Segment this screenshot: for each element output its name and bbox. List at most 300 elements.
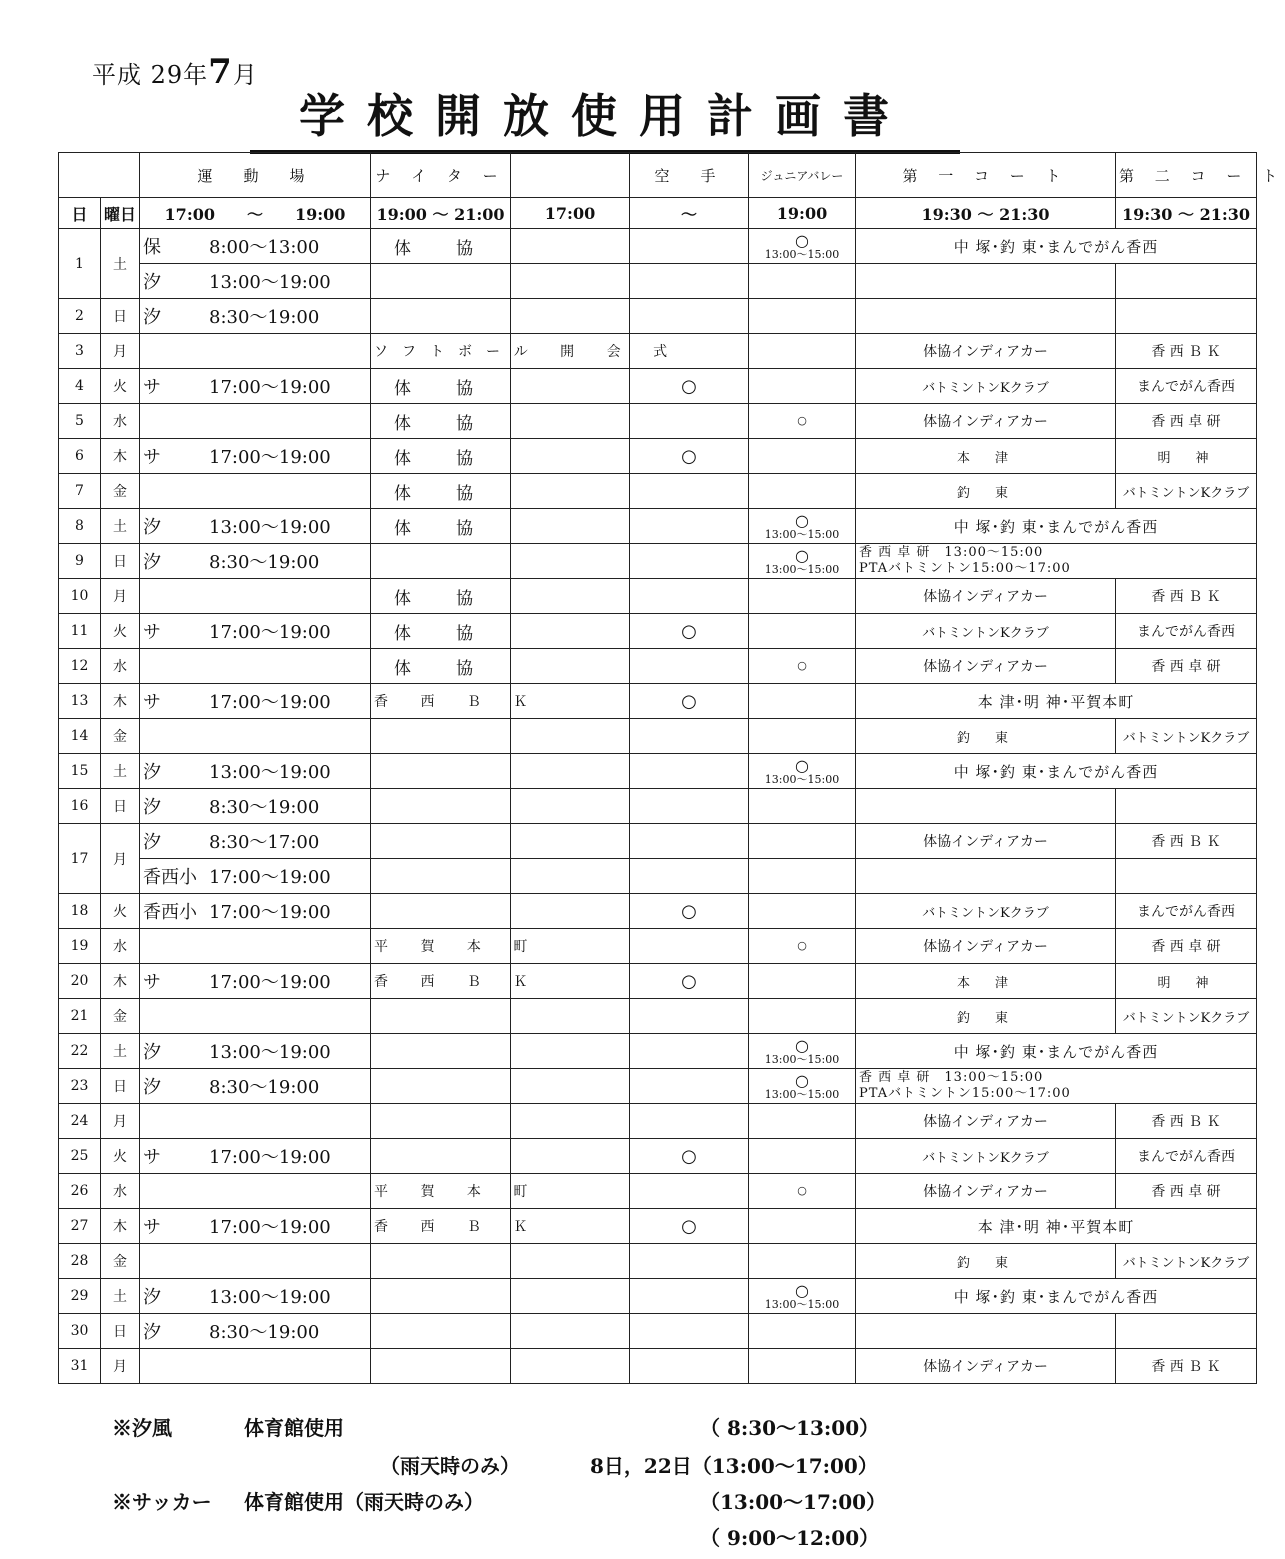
day-cell: 31 bbox=[59, 1349, 101, 1384]
court2-cell: バトミントンKクラブ bbox=[1116, 1244, 1257, 1279]
day-cell: 29 bbox=[59, 1279, 101, 1314]
note-rain-only: （雨天時のみ） bbox=[380, 1454, 520, 1478]
ground-time: 13:00〜19:00 bbox=[209, 272, 331, 293]
blank-cell bbox=[511, 229, 630, 264]
blank-cell bbox=[511, 824, 630, 859]
day-cell: 30 bbox=[59, 1314, 101, 1349]
weekday-cell: 水 bbox=[101, 929, 140, 964]
karate-cell bbox=[630, 299, 749, 334]
day-cell: 2 bbox=[59, 299, 101, 334]
court1-cell: 釣 東 bbox=[856, 474, 1116, 509]
nighter-cell bbox=[371, 1104, 511, 1139]
ground-cell bbox=[140, 684, 371, 719]
weekday-cell: 土 bbox=[101, 1279, 140, 1314]
ground-user: サ bbox=[143, 972, 161, 993]
blank-cell bbox=[511, 1244, 630, 1279]
blank-cell bbox=[511, 894, 630, 929]
table-row bbox=[59, 1279, 1257, 1314]
ground-cell bbox=[140, 1314, 371, 1349]
court2-cell: 香 西 Ｂ Ｋ bbox=[1116, 579, 1257, 614]
blank-cell bbox=[511, 474, 630, 509]
junior-volley-mark: ○ bbox=[795, 545, 809, 565]
ground-time: 17:00〜19:00 bbox=[209, 447, 331, 468]
nighter-cell bbox=[371, 1034, 511, 1069]
court1-cell bbox=[856, 264, 1116, 299]
day-cell: 26 bbox=[59, 1174, 101, 1209]
ground-cell bbox=[140, 1174, 371, 1209]
header-junior-volley: ジュニアバレー bbox=[749, 153, 856, 198]
header-blank-2 bbox=[511, 153, 630, 198]
karate-cell bbox=[630, 1034, 749, 1069]
court1-cell: 体協インディアカー bbox=[856, 649, 1116, 684]
table-row bbox=[59, 754, 1257, 789]
ground-cell bbox=[140, 999, 371, 1034]
table-row bbox=[59, 1209, 1257, 1244]
table-row bbox=[59, 719, 1257, 754]
karate-cell: ○ bbox=[630, 439, 749, 474]
table-row bbox=[59, 1139, 1257, 1174]
junior-volley-cell bbox=[749, 474, 856, 509]
ground-user: サ bbox=[143, 622, 161, 643]
court1-cell: バトミントンKクラブ bbox=[856, 369, 1116, 404]
court1-cell: バトミントンKクラブ bbox=[856, 614, 1116, 649]
ground-time: 8:30〜19:00 bbox=[209, 552, 320, 573]
weekday-cell: 水 bbox=[101, 1174, 140, 1209]
day-cell: 5 bbox=[59, 404, 101, 439]
nighter-cell: 香 西 Ｂ Ｋ bbox=[371, 964, 511, 999]
note-soccer-gym: 体育館使用（雨天時のみ） bbox=[244, 1490, 484, 1514]
courts-shared-cell: 本 津･明 神･平賀本町 bbox=[856, 1209, 1257, 1244]
ground-cell bbox=[140, 299, 371, 334]
blank-cell bbox=[511, 649, 630, 684]
nighter-cell: 平 賀 本 町 bbox=[371, 929, 511, 964]
junior-volley-cell bbox=[749, 1139, 856, 1174]
junior-volley-cell bbox=[749, 719, 856, 754]
junior-volley-cell bbox=[749, 439, 856, 474]
blank-cell bbox=[511, 719, 630, 754]
court2-cell: 香 西 Ｂ Ｋ bbox=[1116, 1349, 1257, 1384]
ground-cell bbox=[140, 1034, 371, 1069]
court1-cell: 体協インディアカー bbox=[856, 579, 1116, 614]
nighter-cell: 平 賀 本 町 bbox=[371, 1174, 511, 1209]
note-soccer-time: （13:00〜17:00） bbox=[700, 1490, 887, 1514]
blank-cell bbox=[511, 1279, 630, 1314]
ground-cell bbox=[140, 964, 371, 999]
day-cell: 9 bbox=[59, 544, 101, 579]
junior-volley-cell: ○ bbox=[749, 649, 856, 684]
karate-cell: ○ bbox=[630, 1139, 749, 1174]
court2-cell bbox=[1116, 264, 1257, 299]
court2-cell: 香 西 Ｂ Ｋ bbox=[1116, 824, 1257, 859]
ground-cell bbox=[140, 789, 371, 824]
table-row bbox=[59, 1244, 1257, 1279]
day-cell: 24 bbox=[59, 1104, 101, 1139]
weekday-cell: 日 bbox=[101, 1314, 140, 1349]
junior-volley-mark: ○ bbox=[795, 755, 809, 775]
ground-cell bbox=[140, 264, 371, 299]
header-court2: 第 二 コ ー ト bbox=[1116, 153, 1257, 198]
court2-cell: バトミントンKクラブ bbox=[1116, 474, 1257, 509]
junior-volley-cell bbox=[749, 859, 856, 894]
table-row bbox=[59, 824, 1257, 859]
court1-cell bbox=[856, 789, 1116, 824]
ground-cell bbox=[140, 1279, 371, 1314]
header-nighter: ナ イ タ ー bbox=[371, 153, 511, 198]
karate-cell bbox=[630, 1174, 749, 1209]
ground-cell bbox=[140, 1244, 371, 1279]
karate-cell bbox=[630, 1279, 749, 1314]
court1-cell: 釣 東 bbox=[856, 1244, 1116, 1279]
karate-cell: ○ bbox=[630, 964, 749, 999]
blank-cell bbox=[511, 299, 630, 334]
courts-shared-cell: 中 塚･釣 東･まんでがん香西 bbox=[856, 509, 1257, 544]
ground-user: 汐 bbox=[143, 1287, 161, 1308]
junior-volley-time: 13:00〜15:00 bbox=[764, 1297, 840, 1311]
court2-cell: まんでがん香西 bbox=[1116, 1139, 1257, 1174]
nighter-cell: 香 西 Ｂ Ｋ bbox=[371, 1209, 511, 1244]
courts-shared-cell: 中 塚･釣 東･まんでがん香西 bbox=[856, 1034, 1257, 1069]
ground-user: 保 bbox=[143, 237, 161, 258]
court2-cell: 香 西 卓 研 bbox=[1116, 929, 1257, 964]
ground-user: 香西小 bbox=[143, 902, 197, 923]
day-cell: 7 bbox=[59, 474, 101, 509]
junior-volley-cell bbox=[749, 579, 856, 614]
ground-user: サ bbox=[143, 1147, 161, 1168]
nighter-cell bbox=[371, 1244, 511, 1279]
day-cell: 12 bbox=[59, 649, 101, 684]
nighter-cell bbox=[371, 719, 511, 754]
schedule-table bbox=[58, 152, 1285, 1384]
note-soccer: ※サッカー bbox=[112, 1490, 212, 1514]
court1-cell: 釣 東 bbox=[856, 719, 1116, 754]
court2-cell: 香 西 卓 研 bbox=[1116, 404, 1257, 439]
weekday-cell: 木 bbox=[101, 1209, 140, 1244]
table-row bbox=[59, 929, 1257, 964]
junior-volley-cell bbox=[749, 894, 856, 929]
ground-user: 汐 bbox=[143, 1077, 161, 1098]
ground-time: 17:00〜19:00 bbox=[209, 972, 331, 993]
junior-volley-cell bbox=[749, 264, 856, 299]
court1-cell bbox=[856, 299, 1116, 334]
court1-cell: 体協インディアカー bbox=[856, 1104, 1116, 1139]
court1-cell: 体協インディアカー bbox=[856, 824, 1116, 859]
table-row bbox=[59, 859, 1257, 894]
junior-volley-cell bbox=[749, 1279, 856, 1314]
blank-cell bbox=[511, 579, 630, 614]
day-cell: 4 bbox=[59, 369, 101, 404]
weekday-cell: 土 bbox=[101, 754, 140, 789]
day-cell: 13 bbox=[59, 684, 101, 719]
junior-volley-cell: ○ bbox=[749, 404, 856, 439]
era-date: 平成 29年7月 bbox=[92, 52, 258, 92]
ground-cell bbox=[140, 1139, 371, 1174]
ground-user: 汐 bbox=[143, 552, 161, 573]
nighter-cell bbox=[371, 894, 511, 929]
ground-cell bbox=[140, 894, 371, 929]
nighter-cell bbox=[371, 1314, 511, 1349]
day-cell: 3 bbox=[59, 334, 101, 369]
blank-cell bbox=[511, 544, 630, 579]
blank-cell bbox=[511, 999, 630, 1034]
day-cell: 20 bbox=[59, 964, 101, 999]
karate-cell bbox=[630, 1244, 749, 1279]
karate-cell bbox=[630, 999, 749, 1034]
court1-cell: 釣 東 bbox=[856, 999, 1116, 1034]
weekday-cell: 土 bbox=[101, 229, 140, 299]
karate-cell bbox=[630, 1314, 749, 1349]
weekday-cell: 火 bbox=[101, 614, 140, 649]
nighter-cell bbox=[371, 754, 511, 789]
nighter-cell bbox=[371, 544, 511, 579]
junior-volley-cell bbox=[749, 509, 856, 544]
day-cell: 21 bbox=[59, 999, 101, 1034]
court1-cell: バトミントンKクラブ bbox=[856, 894, 1116, 929]
court2-cell bbox=[1116, 1314, 1257, 1349]
weekday-cell: 金 bbox=[101, 474, 140, 509]
ground-time: 8:30〜17:00 bbox=[209, 832, 320, 853]
ground-time: 17:00〜19:00 bbox=[209, 692, 331, 713]
nighter-time: 19:00 〜 21:00 bbox=[371, 198, 511, 229]
karate-cell bbox=[630, 649, 749, 684]
weekday-cell: 金 bbox=[101, 999, 140, 1034]
weekday-cell: 日 bbox=[101, 299, 140, 334]
ground-user: サ bbox=[143, 692, 161, 713]
nighter-cell: 体 協 bbox=[371, 614, 511, 649]
junior-volley-cell bbox=[749, 754, 856, 789]
karate-cell bbox=[630, 509, 749, 544]
table-row bbox=[59, 614, 1257, 649]
header-blank bbox=[59, 153, 140, 198]
table-row bbox=[59, 649, 1257, 684]
day-cell: 17 bbox=[59, 824, 101, 894]
mid-time-a: 17:00 bbox=[511, 198, 630, 229]
karate-cell bbox=[630, 789, 749, 824]
karate-cell bbox=[630, 579, 749, 614]
day-cell: 14 bbox=[59, 719, 101, 754]
ground-time: 17:00〜19:00 bbox=[209, 1217, 331, 1238]
nighter-cell: 体 協 bbox=[371, 439, 511, 474]
karate-cell bbox=[630, 264, 749, 299]
note-shiokaze-gym: 体育館使用 bbox=[244, 1416, 344, 1440]
day-cell: 10 bbox=[59, 579, 101, 614]
karate-cell bbox=[630, 229, 749, 264]
court2-cell bbox=[1116, 859, 1257, 894]
table-row bbox=[59, 789, 1257, 824]
blank-cell bbox=[511, 1139, 630, 1174]
ground-time: 17:00〜19:00 bbox=[209, 1147, 331, 1168]
court2-cell: 香 西 卓 研 bbox=[1116, 649, 1257, 684]
nighter-cell: 体 協 bbox=[371, 404, 511, 439]
weekday-cell: 月 bbox=[101, 334, 140, 369]
table-row bbox=[59, 439, 1257, 474]
junior-volley-mark: ○ bbox=[795, 1070, 809, 1090]
karate-cell: ○ bbox=[630, 614, 749, 649]
mid-time-b: 〜 bbox=[630, 198, 749, 229]
junior-volley-time: 13:00〜15:00 bbox=[764, 247, 840, 261]
junior-volley-cell bbox=[749, 1069, 856, 1104]
table-row bbox=[59, 299, 1257, 334]
day-cell: 25 bbox=[59, 1139, 101, 1174]
blank-cell bbox=[511, 789, 630, 824]
karate-cell: ○ bbox=[630, 684, 749, 719]
ground-time: 8:30〜19:00 bbox=[209, 797, 320, 818]
day-cell: 28 bbox=[59, 1244, 101, 1279]
court2-cell bbox=[1116, 789, 1257, 824]
court1-cell bbox=[856, 859, 1116, 894]
court2-cell bbox=[1116, 299, 1257, 334]
ground-time: 17:00〜19:00 bbox=[209, 622, 331, 643]
table-row bbox=[59, 334, 1257, 369]
header-ground: 運 動 場 bbox=[140, 153, 371, 198]
nighter-cell: 体 協 bbox=[371, 369, 511, 404]
note-soccer-time-2: （ 9:00〜12:00） bbox=[700, 1526, 880, 1550]
weekday-cell: 木 bbox=[101, 439, 140, 474]
day-cell: 1 bbox=[59, 229, 101, 299]
blank-cell bbox=[511, 264, 630, 299]
weekday-cell: 月 bbox=[101, 579, 140, 614]
court1-cell: 体協インディアカー bbox=[856, 404, 1116, 439]
junior-volley-cell bbox=[749, 1104, 856, 1139]
nighter-cell bbox=[371, 824, 511, 859]
karate-cell bbox=[630, 824, 749, 859]
court2-cell: 明 神 bbox=[1116, 439, 1257, 474]
blank-cell bbox=[511, 1034, 630, 1069]
table-row bbox=[59, 999, 1257, 1034]
court2-cell: バトミントンKクラブ bbox=[1116, 999, 1257, 1034]
court2-cell: 香 西 卓 研 bbox=[1116, 1174, 1257, 1209]
blank-cell bbox=[511, 1069, 630, 1104]
weekday-cell: 月 bbox=[101, 824, 140, 894]
ground-cell bbox=[140, 369, 371, 404]
ground-user: 汐 bbox=[143, 272, 161, 293]
weekday-cell: 火 bbox=[101, 894, 140, 929]
weekday-cell: 日 bbox=[101, 1069, 140, 1104]
header-karate: 空 手 bbox=[630, 153, 749, 198]
junior-volley-cell bbox=[749, 684, 856, 719]
header-court1: 第 一 コ ー ト bbox=[856, 153, 1116, 198]
blank-cell bbox=[511, 1104, 630, 1139]
junior-volley-cell bbox=[749, 1034, 856, 1069]
blank-cell bbox=[511, 1349, 630, 1384]
nighter-cell bbox=[371, 1279, 511, 1314]
junior-volley-time: 13:00〜15:00 bbox=[764, 562, 840, 576]
ground-time: 13:00〜19:00 bbox=[209, 762, 331, 783]
junior-volley-cell bbox=[749, 1314, 856, 1349]
ground-cell bbox=[140, 824, 371, 859]
table-row bbox=[59, 1349, 1257, 1384]
junior-volley-cell bbox=[749, 964, 856, 999]
nighter-cell bbox=[371, 1069, 511, 1104]
day-cell: 19 bbox=[59, 929, 101, 964]
junior-volley-cell: ○ bbox=[749, 1174, 856, 1209]
court1-time: 19:30 〜 21:30 bbox=[856, 198, 1116, 229]
ground-cell bbox=[140, 474, 371, 509]
table-row bbox=[59, 404, 1257, 439]
courts-shared-cell: 本 津･明 神･平賀本町 bbox=[856, 684, 1257, 719]
ground-cell bbox=[140, 509, 371, 544]
nighter-cell bbox=[371, 1349, 511, 1384]
court2-cell: 香 西 Ｂ Ｋ bbox=[1116, 1104, 1257, 1139]
table-row bbox=[59, 369, 1257, 404]
ground-cell bbox=[140, 404, 371, 439]
weekday-cell: 木 bbox=[101, 964, 140, 999]
ground-cell bbox=[140, 229, 371, 264]
junior-volley-cell bbox=[749, 1209, 856, 1244]
junior-volley-time: 13:00〜15:00 bbox=[764, 772, 840, 786]
ground-cell bbox=[140, 649, 371, 684]
nighter-cell bbox=[371, 999, 511, 1034]
weekday-cell: 土 bbox=[101, 509, 140, 544]
weekday-cell: 月 bbox=[101, 1349, 140, 1384]
court-line-2: PTAバトミントン15:00〜17:00 bbox=[859, 1086, 1071, 1101]
ground-user: 香西小 bbox=[143, 867, 197, 888]
weekday-cell: 土 bbox=[101, 1034, 140, 1069]
ground-time: 13:00〜19:00 bbox=[209, 517, 331, 538]
junior-volley-time: 13:00〜15:00 bbox=[764, 1087, 840, 1101]
ground-time: 8:30〜19:00 bbox=[209, 1322, 320, 1343]
karate-cell: ○ bbox=[630, 894, 749, 929]
court-line-1: 香 西 卓 研 13:00〜15:00 bbox=[859, 545, 1044, 560]
table-row bbox=[59, 1034, 1257, 1069]
junior-volley-cell bbox=[749, 999, 856, 1034]
weekday-cell: 金 bbox=[101, 1244, 140, 1279]
junior-volley-cell: ○ bbox=[749, 929, 856, 964]
ground-user: サ bbox=[143, 447, 161, 468]
karate-cell bbox=[630, 1349, 749, 1384]
header-day: 日 bbox=[59, 198, 101, 229]
karate-cell bbox=[630, 544, 749, 579]
blank-cell bbox=[511, 509, 630, 544]
table-row bbox=[59, 894, 1257, 929]
table-row bbox=[59, 1104, 1257, 1139]
ground-time: 17:00〜19:00 bbox=[209, 902, 331, 923]
nighter-cell: 体 協 bbox=[371, 579, 511, 614]
junior-volley-time: 13:00〜15:00 bbox=[764, 527, 840, 541]
blank-cell bbox=[511, 614, 630, 649]
karate-cell: ○ bbox=[630, 369, 749, 404]
nighter-cell bbox=[371, 264, 511, 299]
day-cell: 22 bbox=[59, 1034, 101, 1069]
ground-cell bbox=[140, 1349, 371, 1384]
table-row bbox=[59, 1314, 1257, 1349]
court1-cell: バトミントンKクラブ bbox=[856, 1139, 1116, 1174]
court1-cell: 本 津 bbox=[856, 964, 1116, 999]
day-cell: 6 bbox=[59, 439, 101, 474]
junior-volley-cell bbox=[749, 614, 856, 649]
courts-shared-cell: 中 塚･釣 東･まんでがん香西 bbox=[856, 229, 1257, 264]
note-shiokaze-time: （ 8:30〜13:00） bbox=[700, 1416, 880, 1440]
nighter-cell bbox=[371, 299, 511, 334]
ground-cell bbox=[140, 579, 371, 614]
court2-cell: 香 西 Ｂ Ｋ bbox=[1116, 334, 1257, 369]
table-row bbox=[59, 1174, 1257, 1209]
header-weekday: 曜日 bbox=[101, 198, 140, 229]
junior-volley-cell bbox=[749, 824, 856, 859]
ground-time: 17:00〜19:00 bbox=[209, 867, 331, 888]
table-row bbox=[59, 229, 1257, 264]
junior-volley-mark: ○ bbox=[795, 1280, 809, 1300]
court2-cell: まんでがん香西 bbox=[1116, 369, 1257, 404]
weekday-cell: 日 bbox=[101, 789, 140, 824]
table-row bbox=[59, 509, 1257, 544]
note-shiokaze: ※汐風 bbox=[112, 1416, 172, 1440]
nighter-cell: 体 協 bbox=[371, 474, 511, 509]
karate-cell bbox=[630, 474, 749, 509]
ground-cell bbox=[140, 544, 371, 579]
court1-cell: 体協インディアカー bbox=[856, 929, 1116, 964]
junior-volley-mark: ○ bbox=[795, 1035, 809, 1055]
court-line-2: PTAバトミントン15:00〜17:00 bbox=[859, 561, 1071, 576]
